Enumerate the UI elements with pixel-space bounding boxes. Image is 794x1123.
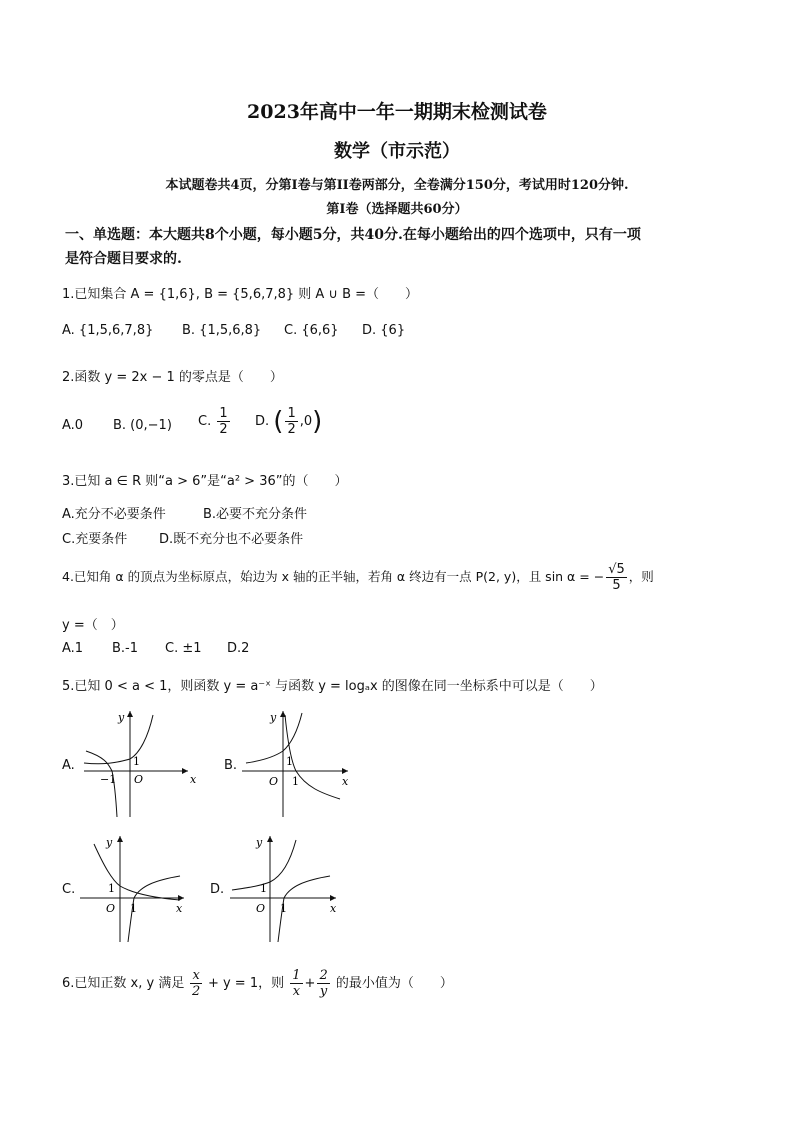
question-4-option-c: C. ±1	[165, 641, 202, 656]
question-2-option-a: A.0	[62, 418, 84, 433]
question-5-option-a: A.	[62, 758, 75, 773]
question-3-option-c: C.充要条件	[62, 532, 128, 547]
section-heading-line2: 是符合题目要求的.	[65, 251, 182, 267]
y-label: y	[256, 836, 263, 849]
left-paren: (	[273, 406, 284, 437]
numerator: 1	[219, 406, 228, 421]
origin-label: O	[134, 773, 144, 786]
graph-option-d	[226, 830, 346, 945]
denominator: y	[319, 984, 328, 999]
question-1-stem: 1.已知集合 A = {1,6}, B = {5,6,7,8} 则 A ∪ B =（ ）	[62, 287, 419, 302]
option-c-prefix: C.	[198, 414, 212, 429]
question-5-stem: 5.已知 0 < a < 1，则函数 y = a⁻ˣ 与函数 y = logₐx 的图像在同一坐标系中可以是（ ）	[62, 679, 603, 694]
question-6-stem-part2: 的最小值为（ ）	[335, 976, 453, 991]
y-label: y	[118, 711, 125, 724]
x-arrow-icon	[342, 768, 348, 774]
numerator: x	[192, 968, 200, 983]
denominator: 2	[219, 422, 228, 437]
plus-sign: +	[304, 976, 316, 991]
x-label: x	[176, 902, 183, 915]
section-heading-line1: 一、单选题：本大题共8个小题，每小题5分，共40分.在每小题给出的四个选项中，只有一项	[65, 227, 641, 243]
graph-option-b	[236, 705, 356, 820]
fraction-2-over-y	[317, 968, 329, 999]
question-2-option-c	[198, 406, 232, 437]
question-1-option-c: C. {6,6}	[284, 323, 339, 338]
x-label: x	[330, 902, 337, 915]
right-paren: )	[312, 406, 323, 437]
subject-title: 数学（市示范）	[334, 141, 460, 162]
fraction	[285, 406, 297, 437]
y-arrow-icon	[127, 711, 133, 717]
origin-label: O	[106, 902, 116, 915]
y-arrow-icon	[267, 836, 273, 842]
option-d-rest: ,0	[299, 414, 313, 429]
fraction-x-over-2	[190, 968, 201, 999]
fraction	[217, 406, 229, 437]
tick-1-y-label: 1	[286, 755, 293, 768]
question-1-option-d: D. {6}	[362, 323, 406, 338]
numerator: √5	[608, 562, 625, 577]
numerator: 1	[292, 968, 301, 983]
question-1-option-a: A. {1,5,6,7,8}	[62, 323, 154, 338]
tick-1-label: 1	[133, 755, 140, 768]
question-4-option-b: B.-1	[112, 641, 139, 656]
question-6-stem-part1: 6.已知正数 x, y 满足	[62, 976, 185, 991]
fraction-1-over-x	[290, 968, 302, 999]
tick-neg1-label: −1	[100, 773, 117, 786]
question-3-option-b: B.必要不充分条件	[203, 507, 308, 522]
fraction	[606, 562, 627, 593]
exam-title: 2023年高中一年一期期末检测试卷	[247, 101, 547, 123]
question-4-option-d: D.2	[227, 641, 250, 656]
question-6-mid: + y = 1，则	[207, 976, 285, 991]
graph-option-c	[76, 830, 196, 945]
question-2-option-b: B. (0,−1)	[113, 418, 172, 433]
numerator: 2	[319, 968, 328, 983]
question-6-stem	[62, 968, 453, 999]
y-arrow-icon	[117, 836, 123, 842]
tick-1-y-label: 1	[108, 882, 115, 895]
tick-1-y-label: 1	[260, 882, 267, 895]
numerator: 1	[287, 406, 296, 421]
tick-1-x-label: 1	[280, 902, 287, 915]
x-arrow-icon	[330, 895, 336, 901]
exp-curve	[94, 844, 180, 900]
question-5-option-b: B.	[224, 758, 238, 773]
denominator: x	[292, 984, 301, 999]
part-title: 第I卷（选择题共60分）	[326, 202, 468, 217]
question-4-stem-line2: y =（ ）	[62, 618, 124, 633]
option-d-prefix: D.	[255, 414, 270, 429]
denominator: 2	[287, 422, 296, 437]
origin-label: O	[256, 902, 266, 915]
tick-1-x-label: 1	[130, 902, 137, 915]
question-2-stem: 2.函数 y = 2x − 1 的零点是（ ）	[62, 370, 283, 385]
denominator: 5	[612, 578, 621, 593]
origin-label: O	[269, 775, 279, 788]
question-5-option-d: D.	[210, 882, 225, 897]
y-label: y	[106, 836, 113, 849]
question-3-option-a: A.充分不必要条件	[62, 507, 166, 522]
x-arrow-icon	[182, 768, 188, 774]
question-4-option-a: A.1	[62, 641, 84, 656]
question-5-option-c: C.	[62, 882, 76, 897]
x-label: x	[342, 775, 349, 788]
exam-note: 本试题卷共4页，分第I卷与第II卷两部分，全卷满分150分，考试用时120分钟.	[165, 178, 629, 193]
tick-1-x-label: 1	[292, 775, 299, 788]
graph-option-a	[78, 705, 198, 820]
question-2-option-d	[255, 406, 322, 437]
denominator: 2	[192, 984, 201, 999]
question-4-stem	[62, 562, 654, 593]
y-label: y	[270, 711, 277, 724]
x-label: x	[190, 773, 197, 786]
question-4-stem-part1: 4.已知角 α 的顶点为坐标原点，始边为 x 轴的正半轴，若角 α 终边有一点 P(2, y)，且 sin α = −	[62, 569, 605, 584]
question-3-option-d: D.既不充分也不必要条件	[159, 532, 304, 547]
question-4-stem-part2: ，则	[628, 569, 654, 584]
question-3-stem: 3.已知 a ∈ R 则“a > 6”是“a² > 36”的（ ）	[62, 474, 348, 489]
question-1-option-b: B. {1,5,6,8}	[182, 323, 262, 338]
